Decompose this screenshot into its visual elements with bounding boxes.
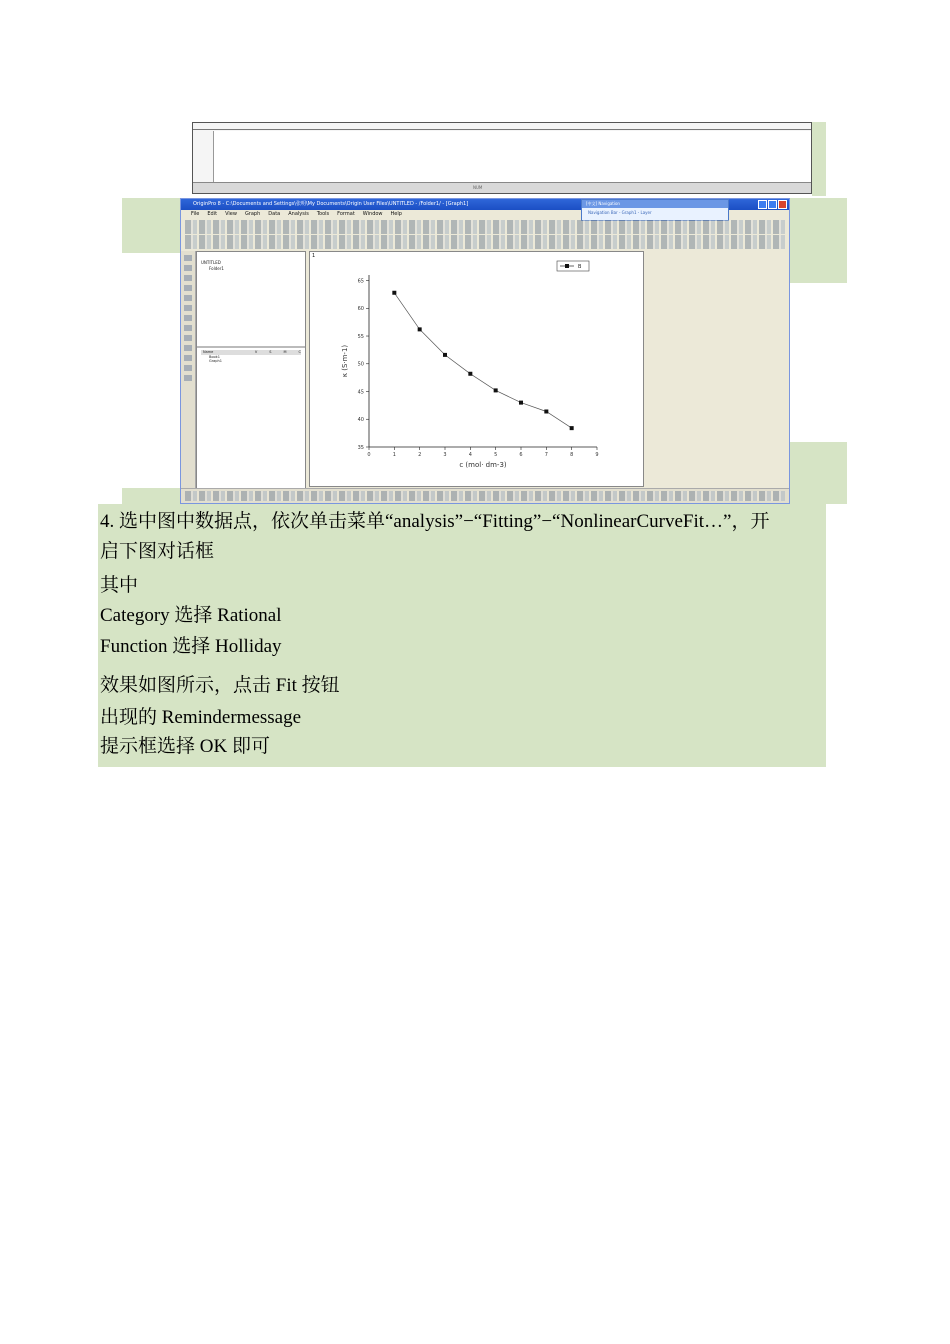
- fit-curve: [394, 293, 571, 428]
- col-m[interactable]: M: [283, 350, 287, 354]
- green-block-bottom-left: [122, 488, 180, 504]
- green-block-right-lower: [790, 442, 847, 504]
- tree-root[interactable]: UNTITLED: [201, 260, 221, 265]
- appear-line: 出现的 Remindermessage: [100, 707, 302, 728]
- data-selector-icon[interactable]: [184, 305, 192, 311]
- col-s[interactable]: S: [269, 350, 272, 354]
- y-tick-label: 40: [357, 417, 364, 424]
- function-line: Function 选择 Holliday: [100, 636, 282, 657]
- y-tick-label: 50: [357, 361, 364, 368]
- script-window-area: [213, 131, 811, 183]
- pointer-tool-icon[interactable]: [184, 255, 192, 261]
- y-tick-label: 65: [357, 278, 364, 285]
- menu-help[interactable]: Help: [390, 211, 402, 217]
- menu-tools[interactable]: Tools: [316, 211, 330, 217]
- menu-bar: [181, 210, 789, 219]
- data-point: [519, 401, 523, 405]
- arrow-tool-icon[interactable]: [184, 355, 192, 361]
- popup-text: Navigation Bar - Graph1 - Layer: [588, 210, 652, 215]
- explorer-list: [201, 350, 301, 363]
- region-tool-icon[interactable]: [184, 335, 192, 341]
- scale-tool-icon[interactable]: [184, 275, 192, 281]
- explorer-divider[interactable]: [197, 346, 305, 348]
- menu-graph[interactable]: Graph: [244, 211, 261, 217]
- previous-screenshot-fragment: [192, 122, 812, 194]
- mask-tool-icon[interactable]: [184, 325, 192, 331]
- tools-toolbar[interactable]: [181, 251, 196, 491]
- col-name[interactable]: Name: [203, 350, 214, 354]
- y-tick-label: 60: [357, 306, 364, 313]
- list-item[interactable]: Graph1: [209, 359, 222, 363]
- window-title: OriginPro 8 - C:\Documents and Settings\张明\My Documents\Origin User Files\UNTITLED - /Folder1/ - [Graph1]: [193, 201, 469, 207]
- x-axis-label: c (mol· dm-3): [459, 461, 507, 469]
- data-reader-icon[interactable]: [184, 295, 192, 301]
- data-point: [418, 327, 422, 331]
- green-block-left: [122, 198, 180, 253]
- green-block-top-right: [812, 122, 826, 196]
- x-tick-label: 6: [519, 452, 523, 458]
- status-text: NUM: [473, 185, 483, 190]
- x-tick-label: 1: [392, 452, 396, 458]
- screen-reader-icon[interactable]: [184, 285, 192, 291]
- menu-view[interactable]: View: [225, 211, 237, 217]
- category-line: Category 选择 Rational: [100, 605, 282, 626]
- x-tick-label: 9: [595, 452, 599, 458]
- drawing-toolbar[interactable]: [185, 491, 785, 501]
- menu-format[interactable]: Format: [337, 211, 355, 217]
- y-tick-label: 35: [357, 444, 364, 451]
- popup-title: [中文] Navigation: [582, 200, 728, 208]
- effect-line: 效果如图所示，点击 Fit 按钮: [100, 675, 340, 696]
- menu-analysis[interactable]: Analysis: [288, 211, 309, 217]
- x-tick-label: 2: [418, 452, 422, 458]
- maximize-button[interactable]: [768, 200, 777, 209]
- legend-marker: [565, 264, 569, 268]
- data-point: [494, 388, 498, 392]
- data-point: [443, 353, 447, 357]
- x-tick-label: 0: [367, 452, 371, 458]
- x-tick-label: 8: [570, 452, 574, 458]
- y-tick-label: 45: [357, 389, 364, 396]
- text-tool-icon[interactable]: [184, 345, 192, 351]
- among-line: 其中: [100, 575, 139, 596]
- y-tick-label: 55: [357, 333, 364, 340]
- origin-window: [180, 198, 790, 504]
- window-border-line: [193, 129, 811, 130]
- x-tick-label: 3: [443, 452, 447, 458]
- close-button[interactable]: [778, 200, 787, 209]
- step-line-2: 启下图对话框: [100, 541, 215, 562]
- step-line-1: 4. 选中图中数据点，依次单击菜单“analysis”−“Fitting”−“NonlinearCurveFit…”，开: [100, 511, 770, 532]
- minimize-button[interactable]: [758, 200, 767, 209]
- y-axis-label: κ (S·m-1): [341, 344, 349, 378]
- bottom-toolbar: [181, 488, 789, 503]
- tree-folder[interactable]: Folder1: [209, 266, 224, 271]
- instruction-block: [98, 504, 826, 767]
- x-tick-label: 7: [544, 452, 548, 458]
- zoom-tool-icon[interactable]: [184, 265, 192, 271]
- rectangle-tool-icon[interactable]: [184, 375, 192, 381]
- project-explorer: [196, 251, 306, 489]
- format-toolbar[interactable]: [185, 235, 785, 249]
- draw-data-icon[interactable]: [184, 315, 192, 321]
- col-c[interactable]: C: [298, 350, 301, 354]
- menu-edit[interactable]: Edit: [207, 211, 218, 217]
- col-v[interactable]: V: [254, 350, 258, 354]
- data-point: [544, 409, 548, 413]
- x-tick-label: 5: [494, 452, 498, 458]
- standard-toolbar[interactable]: [185, 220, 785, 234]
- status-bar: [193, 182, 811, 193]
- data-point: [468, 372, 472, 376]
- line-tool-icon[interactable]: [184, 365, 192, 371]
- data-point: [392, 291, 396, 295]
- menu-file[interactable]: File: [191, 211, 200, 217]
- project-tree: [201, 260, 224, 272]
- ok-line: 提示框选择 OK 即可: [100, 736, 270, 757]
- menu-data[interactable]: Data: [268, 211, 281, 217]
- menu-window[interactable]: Window: [362, 211, 383, 217]
- graph-window[interactable]: [309, 251, 644, 487]
- list-item[interactable]: Book1: [209, 355, 220, 359]
- layer-number[interactable]: 1: [312, 253, 316, 259]
- x-tick-label: 4: [468, 452, 472, 458]
- green-block-right-upper: [790, 198, 847, 283]
- legend-label: B: [578, 264, 582, 270]
- data-point: [570, 426, 574, 430]
- chart: [310, 252, 645, 488]
